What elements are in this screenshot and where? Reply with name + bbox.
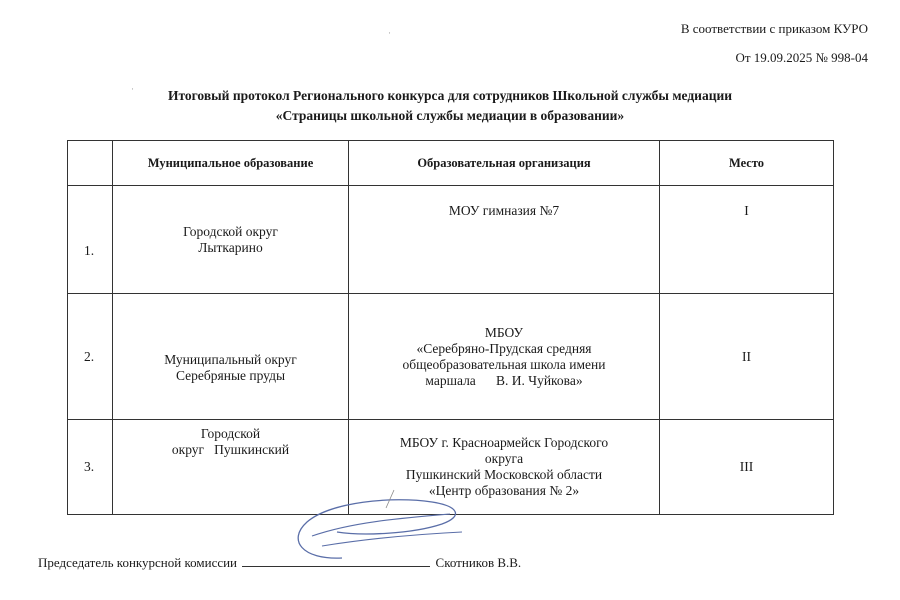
organization-line: общеобразовательная школа имени	[402, 356, 606, 372]
header-municipality: Муниципальное образование	[113, 141, 349, 186]
organization-cell	[349, 186, 660, 294]
organization-cell	[349, 294, 660, 420]
municipality-cell	[113, 186, 349, 294]
chair-name: Скотников В.В.	[435, 555, 522, 570]
order-reference: В соответствии с приказом КУРО	[680, 21, 868, 36]
table-row	[68, 294, 834, 420]
organization-line: округа	[484, 451, 524, 466]
table-row	[68, 186, 834, 294]
organization-line: «Серебряно-Прудская средняя	[416, 340, 592, 356]
organization-line: МОУ гимназия №7	[448, 203, 560, 218]
order-date-number: От 19.09.2025 № 998-04	[735, 50, 868, 65]
header-organization: Образовательная организация	[349, 141, 660, 186]
municipality-line: Лыткарино	[198, 239, 263, 255]
contest-name: «Страницы школьной службы медиации в образовании»	[275, 108, 625, 123]
organization-line: маршала В. И. Чуйкова»	[425, 372, 583, 388]
header-number	[68, 141, 113, 186]
row-number: 3.	[68, 420, 113, 515]
signature-line	[38, 553, 521, 571]
header-place: Место	[660, 141, 834, 186]
results-table	[67, 140, 834, 515]
scan-speck: ·	[388, 28, 391, 38]
place-cell: II	[660, 294, 834, 420]
municipality-line: округ Пушкинский	[171, 442, 290, 457]
municipality-cell	[113, 294, 349, 420]
chair-label: Председатель конкурсной комиссии	[38, 555, 238, 570]
signature-blank	[242, 553, 430, 567]
place-cell: I	[660, 186, 834, 294]
place-cell: III	[660, 420, 834, 515]
municipality-line: Муниципальный округ	[164, 351, 297, 367]
municipality-line: Городской округ	[183, 223, 278, 239]
row-number: 1.	[68, 186, 113, 294]
row-number: 2.	[68, 294, 113, 420]
organization-line: МБОУ	[484, 324, 524, 340]
table-header-row	[68, 141, 834, 186]
organization-line: «Центр образования № 2»	[428, 483, 580, 498]
municipality-line: Серебряные пруды	[175, 367, 286, 383]
organization-line: МБОУ г. Красноармейск Городского	[399, 435, 609, 450]
organization-line: Пушкинский Московской области	[405, 467, 603, 482]
municipality-line: Городской	[200, 426, 261, 441]
scan-speck: ·	[131, 84, 134, 94]
protocol-title: Итоговый протокол Регионального конкурса для сотрудников Школьной службы медиации	[167, 88, 733, 103]
